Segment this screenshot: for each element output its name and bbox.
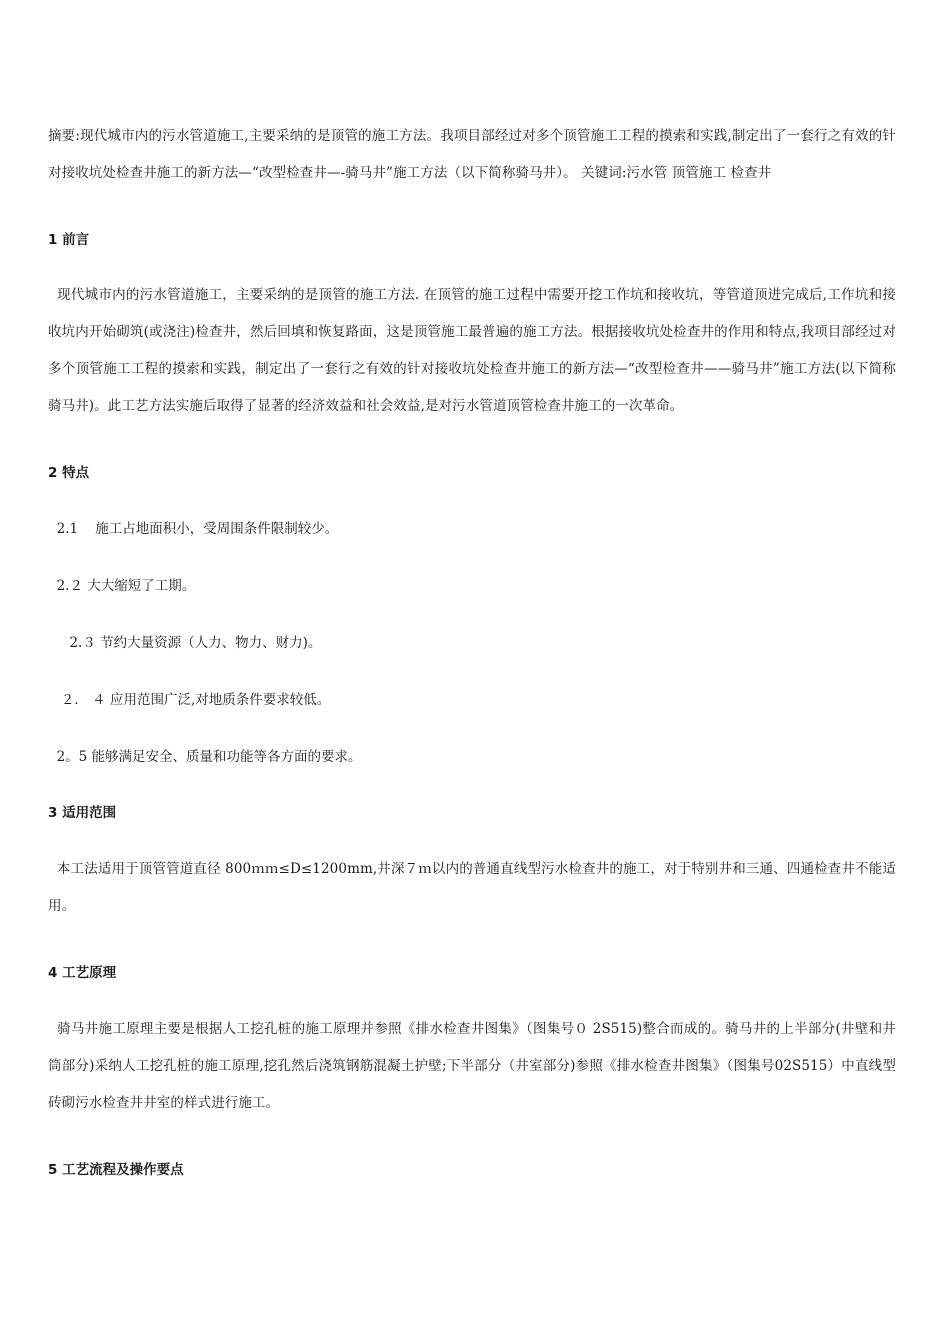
scope-paragraph: 本工法适用于顶管管道直径 800ｍｍ≤D≤1200mm,井深７ｍ以内的普通直线型污水检查井的施工，对于特别井和三通、四通检查井不能适用。 <box>48 861 896 914</box>
feature-item: 2.３ 节约大量资源（人力、物力、财力)。 <box>48 635 322 651</box>
feature-item: 2.２ 大大缩短了工期。 <box>48 578 196 594</box>
principle-paragraph: 骑马井施工原理主要是根据人工挖孔桩的施工原理并参照《排水检查井图集》（图集号０ 2S515)整合而成的。骑马井的上半部分(井壁和井筒部分)采纳人工挖孔桩的施工原理,挖孔然后浇筑钢筋混凝土护壁;下半部分（井室部分)参照《排水检查井图集》（图集号02S515）中直线型砖砌污水检查井井室的样式进行施工。 <box>48 1021 896 1111</box>
abstract-paragraph: 摘要:现代城市内的污水管道施工,主要采纳的是顶管的施工方法。我项目部经过对多个顶管施工工程的摸索和实践,制定出了一套行之有效的针对接收坑处检查井施工的新方法—“改型检查井—-骑马井”施工方法（以下简称骑马井）。 关键词:污水管 顶管施工 检查井 <box>48 128 896 181</box>
document-page <box>48 118 896 1180</box>
section-heading-process: 5 工艺流程及操作要点 <box>48 1162 184 1178</box>
section-heading-features: 2 特点 <box>48 465 90 481</box>
section-heading-preface: 1 前言 <box>48 232 90 248</box>
preface-paragraph: 现代城市内的污水管道施工，主要采纳的是顶管的施工方法. 在顶管的施工过程中需要开挖工作坑和接收坑，等管道顶进完成后,工作坑和接收坑内开始砌筑(或浇注)检查井，然后回填和恢复路面，这是顶管施工最普遍的施工方法。根据接收坑处检查井的作用和特点,我项目部经过对多个顶管施工工程的摸索和实践，制定出了一套行之有效的针对接收坑处检查井施工的新方法—“改型检查井——骑马井”施工方法(以下简称骑马井)。此工艺方法实施后取得了显著的经济效益和社会效益,是对污水管道顶管检查井施工的一次革命。 <box>48 287 896 414</box>
feature-item: 2。5 能够满足安全、质量和功能等各方面的要求。 <box>48 749 362 765</box>
section-heading-scope: 3 适用范围 <box>48 805 117 821</box>
feature-item: ２． ４ 应用范围广泛,对地质条件要求较低。 <box>48 692 331 708</box>
section-heading-principle: 4 工艺原理 <box>48 965 117 981</box>
feature-item: 2.1 施工占地面积小，受周围条件限制较少。 <box>48 521 339 537</box>
